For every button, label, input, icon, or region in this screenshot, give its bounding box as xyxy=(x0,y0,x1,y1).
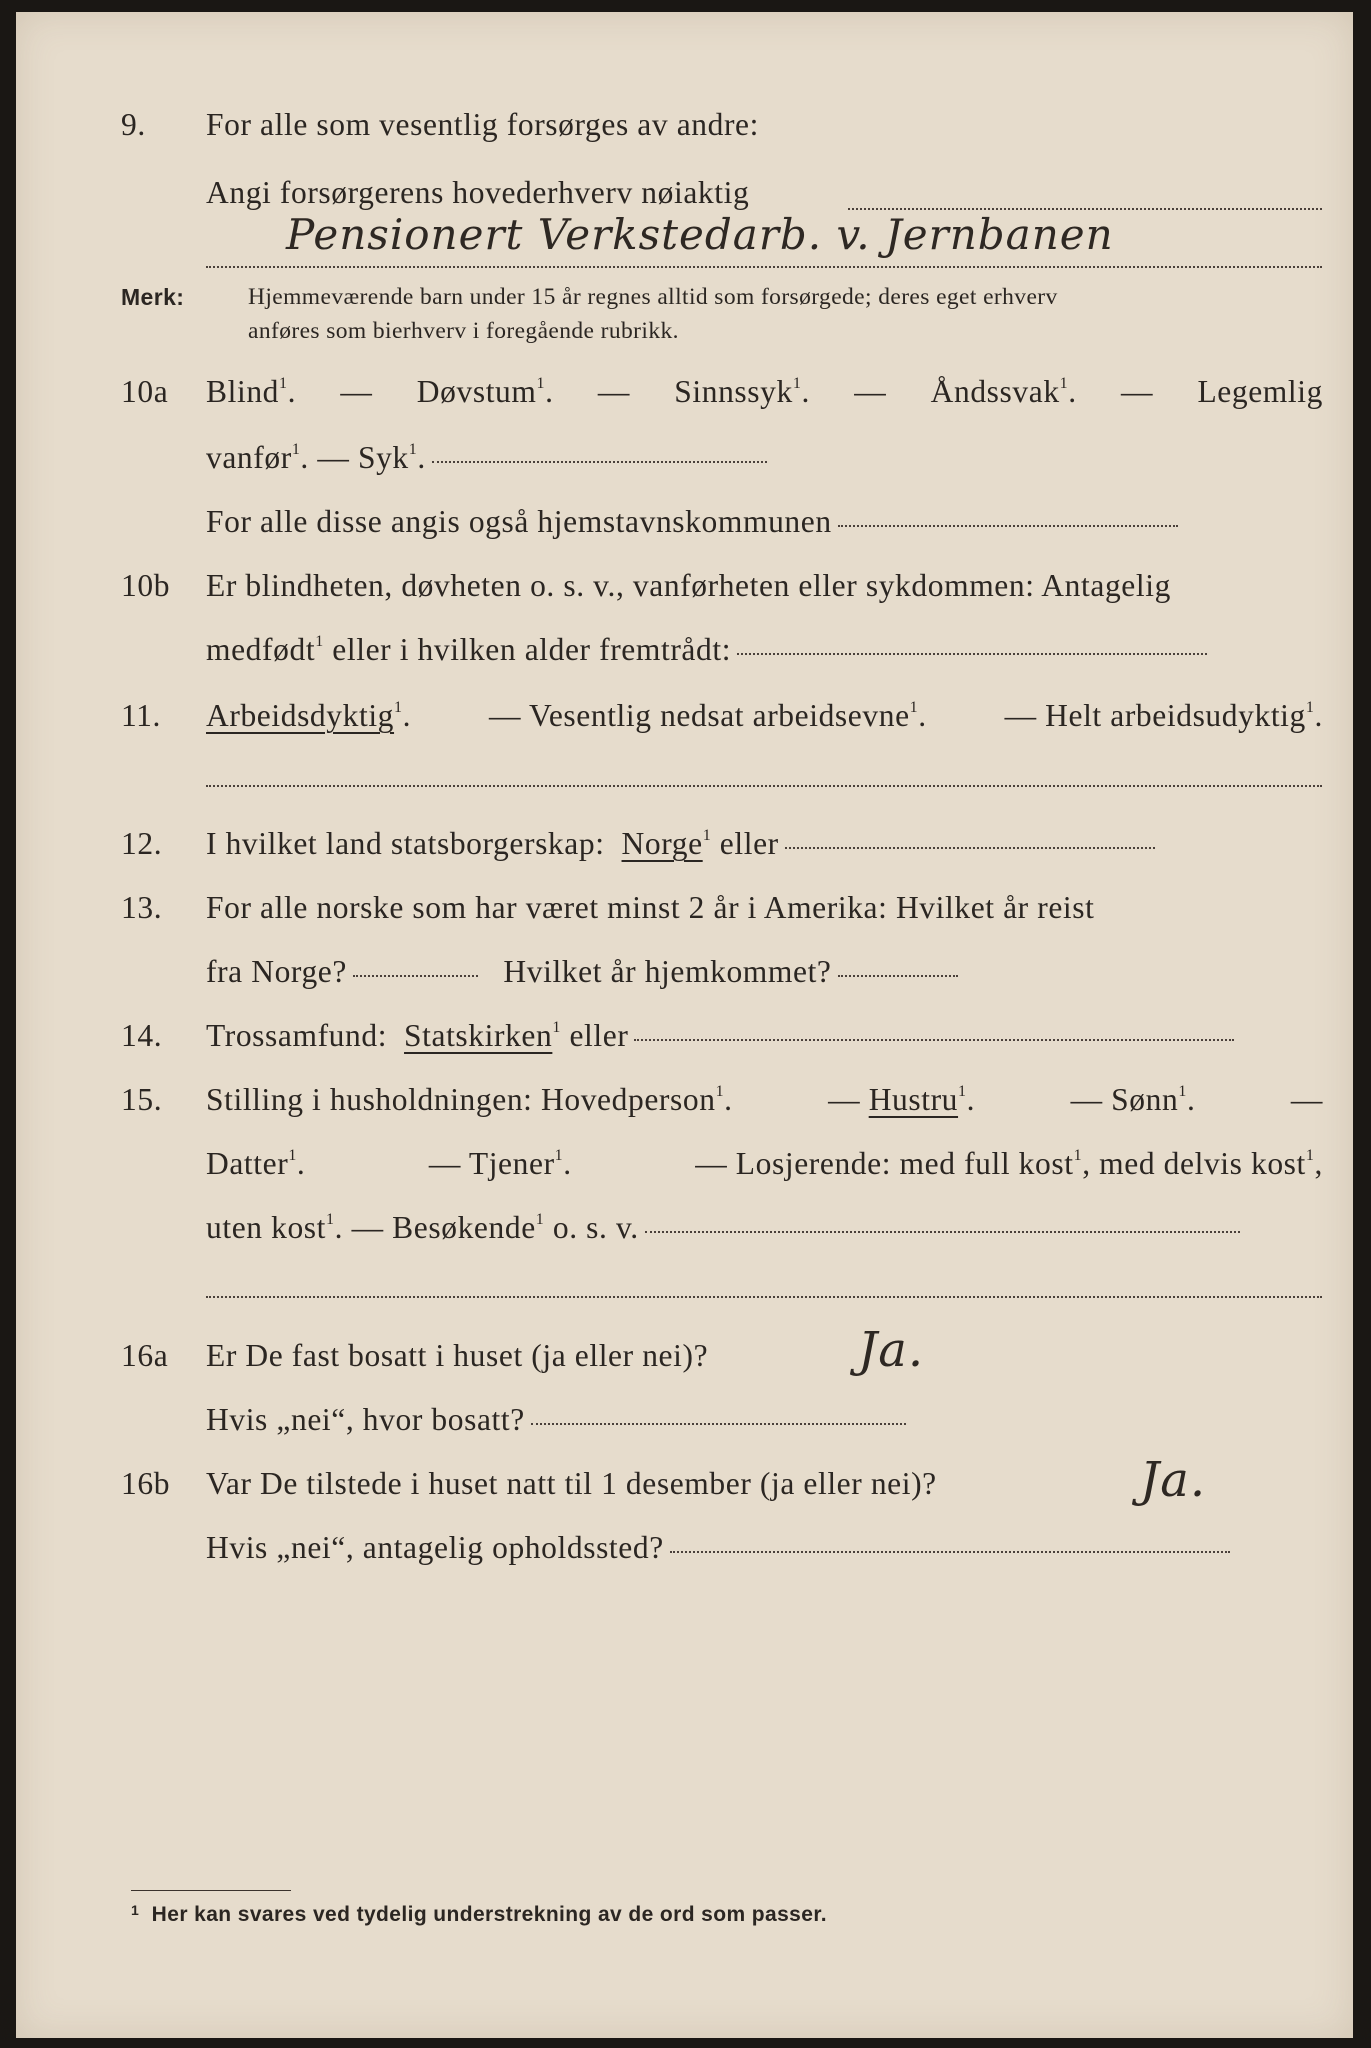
q15-line-1: Stilling i husholdningen: Hovedperson$^1$. — Hustru$^1$. — Sønn$^1$. — xyxy=(206,1082,1323,1117)
q10a-opt-sinnssyk: Sinnssyk$^1$. xyxy=(674,374,810,409)
q12-question: I hvilket land statsborgerskap: Norge$^1$ eller xyxy=(206,826,1155,862)
q11-number: 11. xyxy=(121,698,162,733)
q10a-sep: — xyxy=(340,374,373,409)
q16b-fill xyxy=(670,1551,1230,1553)
q16b-question: Var De tilstede i huset natt til 1 desember (ja eller nei)? xyxy=(206,1466,937,1501)
q11-answer-line xyxy=(206,785,1322,787)
q13-number: 13. xyxy=(121,890,163,925)
q13-hjem-fill xyxy=(838,975,958,977)
q10a-vanfor: vanfør$^1$. — Syk$^1$. xyxy=(206,440,767,476)
q16a-fill xyxy=(531,1423,906,1425)
q10a-hjemstavn: For alle disse angis også hjemstavnskommunen xyxy=(206,504,1178,540)
q15-line-2: Datter$^1$. — Tjener$^1$. — Losjerende: med full kost$^1$, med delvis kost$^1$, xyxy=(206,1146,1323,1181)
q11-udyktig: — Helt arbeidsudyktig$^1$. xyxy=(1004,698,1323,733)
q10a-sep: — xyxy=(854,374,887,409)
q15-hustru: Hustru xyxy=(868,1082,959,1117)
q12-number: 12. xyxy=(121,826,163,861)
footnote-rule xyxy=(131,1890,291,1891)
q14-fill xyxy=(634,1039,1234,1041)
q9-question: For alle som vesentlig forsørges av andre: xyxy=(206,107,759,142)
q16b-number: 16b xyxy=(121,1466,171,1501)
q13-years: fra Norge? Hvilket år hjemkommet? xyxy=(206,954,958,990)
q11-arbeidsdyktig: Arbeidsdyktig$^1$. xyxy=(206,698,412,733)
q16b-opholdssted: Hvis „nei“, antagelig opholdssted? xyxy=(206,1530,1230,1566)
q10b-fill xyxy=(737,653,1207,655)
q10b-medfodt: medfødt$^1$ eller i hvilken alder fremtrådt: xyxy=(206,632,1207,668)
q15-fill xyxy=(645,1231,1240,1233)
q16a-question: Er De fast bosatt i huset (ja eller nei)? xyxy=(206,1338,709,1373)
q10a-opt-andssvak: Åndssvak$^1$. xyxy=(930,374,1077,409)
q10a-sep: — xyxy=(1121,374,1154,409)
q9-instruction: Angi forsørgerens hovederhverv nøiaktig xyxy=(206,175,750,210)
q16a-bosatt: Hvis „nei“, hvor bosatt? xyxy=(206,1402,906,1438)
q10a-options xyxy=(206,374,1323,410)
q9-answer-line xyxy=(206,266,1322,268)
q15-number: 15. xyxy=(121,1082,163,1117)
q9-number: 9. xyxy=(121,107,146,142)
q11-options xyxy=(206,698,1323,734)
q10a-number: 10a xyxy=(121,374,169,409)
q14-number: 14. xyxy=(121,1018,163,1053)
q14-question: Trossamfund: Statskirken$^1$ eller xyxy=(206,1018,1234,1054)
merk-line-2: anføres som bierhverv i foregående rubrikk. xyxy=(248,318,679,344)
q10a-sep: — xyxy=(597,374,630,409)
merk-line-1: Hjemmeværende barn under 15 år regnes alltid som forsørgede; deres eget erhverv xyxy=(248,284,1058,310)
q10a-hjemstavn-fill xyxy=(838,525,1178,527)
q13-reist-fill xyxy=(353,975,478,977)
q10b-number: 10b xyxy=(121,568,171,603)
q16b-handwritten-answer: Ja. xyxy=(1140,1452,1207,1508)
footnote: $^1$ Her kan svares ved tydelig understrekning av de ord som passer. xyxy=(131,1902,827,1926)
q16a-handwritten-answer: Ja. xyxy=(858,1322,925,1378)
census-form-page xyxy=(16,12,1353,2038)
q15-line-3: uten kost$^1$. — Besøkende$^1$ o. s. v. xyxy=(206,1210,1240,1246)
q9-handwritten-answer: Pensionert Verkstedarb. v. Jernbanen xyxy=(286,210,1114,259)
q15-answer-line xyxy=(206,1296,1322,1298)
q10a-opt-blind: Blind$^1$. xyxy=(206,374,297,409)
q10a-fill xyxy=(432,461,767,463)
q12-fill xyxy=(785,847,1155,849)
q16a-number: 16a xyxy=(121,1338,169,1373)
merk-label: Merk: xyxy=(121,284,185,310)
q11-nedsat: — Vesentlig nedsat arbeidsevne$^1$. xyxy=(488,698,927,733)
q10b-question: Er blindheten, døvheten o. s. v., vanførheten eller sykdommen: Antagelig xyxy=(206,568,1171,603)
q10a-opt-legemlig: Legemlig xyxy=(1197,374,1323,409)
q10a-opt-dovstum: Døvstum$^1$. xyxy=(416,374,554,409)
q13-question: For alle norske som har været minst 2 år i Amerika: Hvilket år reist xyxy=(206,890,1095,925)
